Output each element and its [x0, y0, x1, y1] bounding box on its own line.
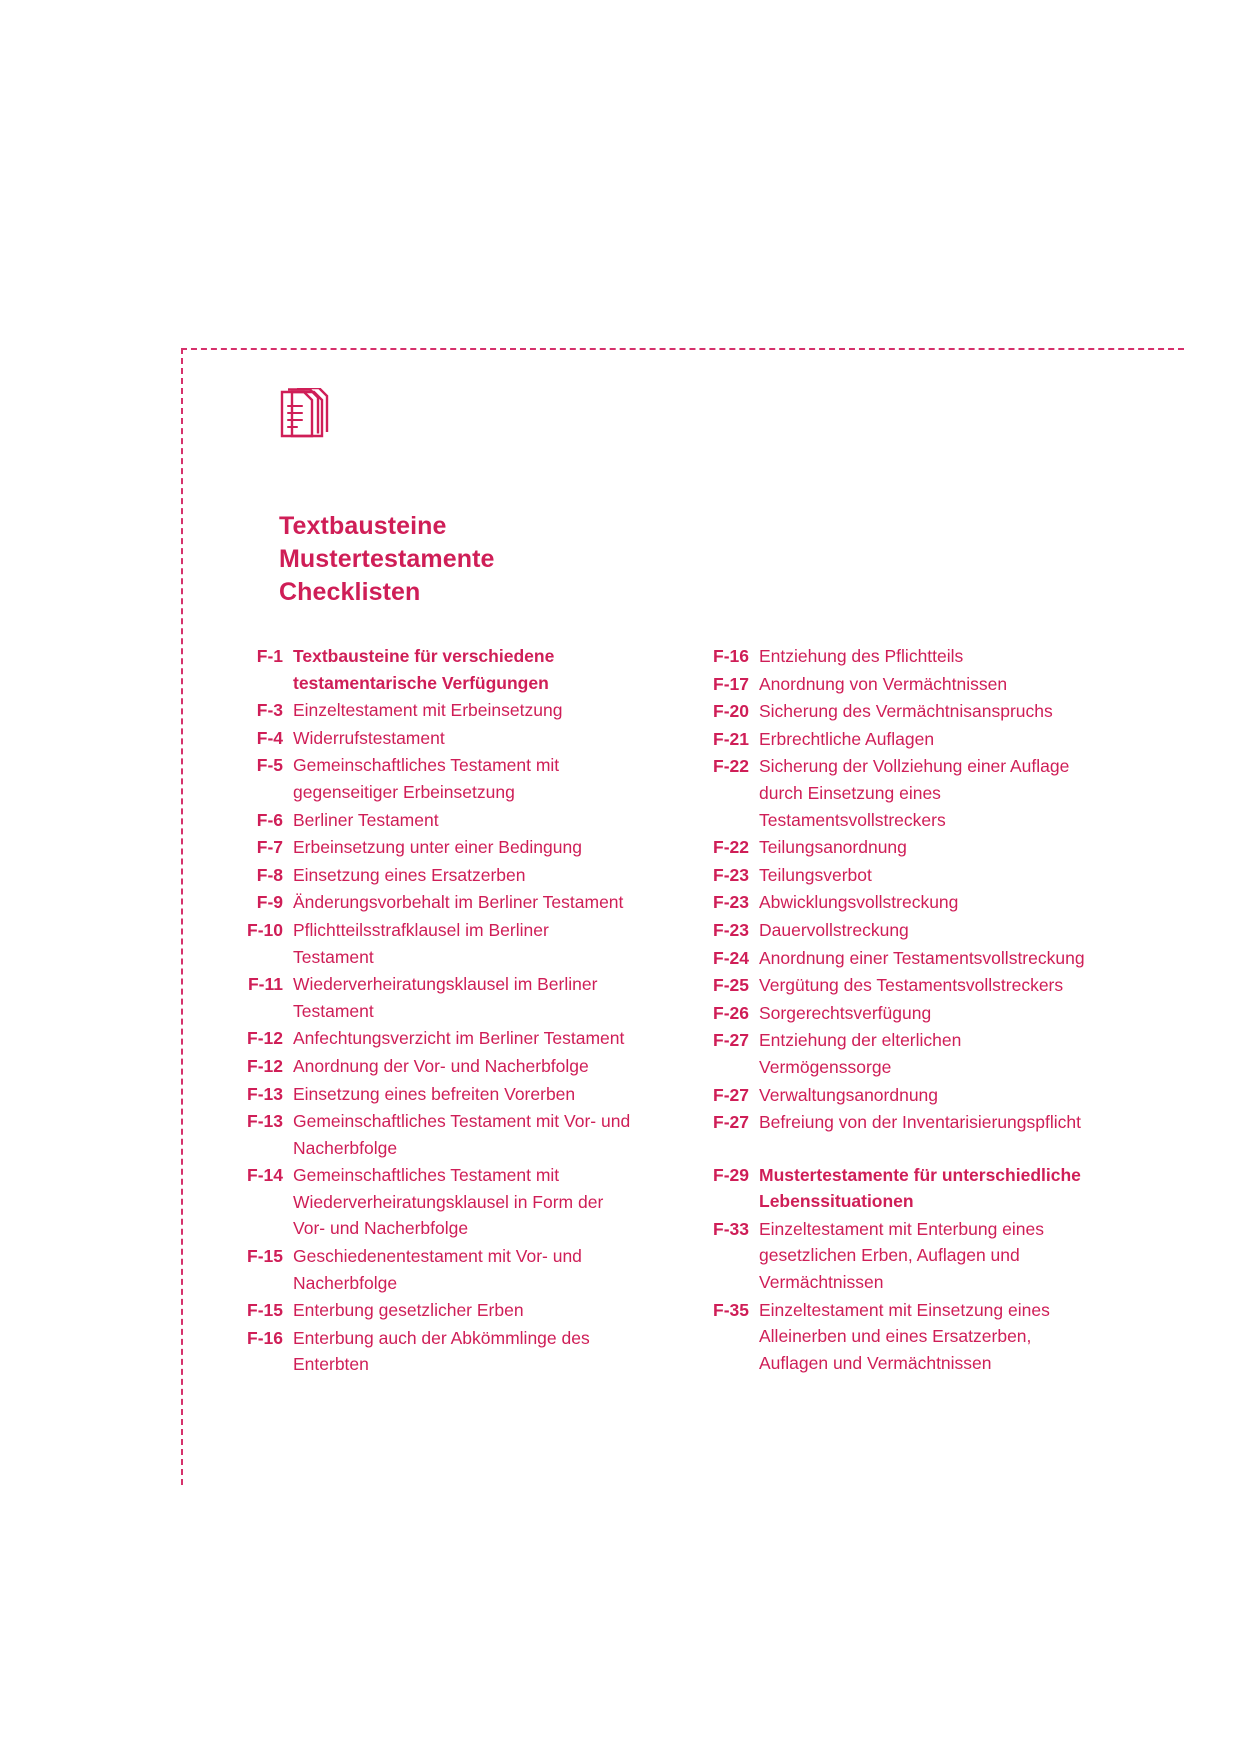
- toc-entry[interactable]: [707, 1297, 1097, 1377]
- toc-entry-label: Gemeinschaftliches Testament mit Wiederverheiratungsklausel in Form der Vor- und Nacherbfolge: [293, 1165, 604, 1239]
- toc-entry-label: Berliner Testament: [293, 809, 439, 830]
- toc-entry-number: F-15: [247, 1300, 283, 1321]
- toc-entry-label: Erbrechtliche Auflagen: [759, 728, 935, 749]
- toc-entry-number: F-27: [713, 1084, 749, 1105]
- toc-entry-number: F-8: [256, 864, 283, 885]
- toc-entry-label: Textbausteine für verschiedene testamentarische Verfügungen: [293, 646, 555, 693]
- dashed-border-top: [181, 348, 1184, 350]
- toc-entry-label: Teilungsanordnung: [759, 837, 907, 858]
- toc-entry-label: Teilungsverbot: [759, 864, 872, 885]
- toc-entry-label: Mustertestamente für unterschiedliche Lebenssituationen: [759, 1164, 1081, 1212]
- toc-entry-number: F-14: [247, 1165, 283, 1186]
- toc-entry-number: F-9: [256, 892, 283, 913]
- toc-entry-number: F-22: [713, 837, 749, 858]
- toc-entry-number: F-26: [713, 1002, 749, 1023]
- toc-entry-label: Einzeltestament mit Erbeinsetzung: [293, 700, 563, 721]
- toc-entry-label: Sicherung des Vermächtnisanspruchs: [759, 701, 1053, 722]
- toc-entry-label: Anordnung einer Testamentsvollstreckung: [759, 947, 1085, 968]
- stacked-documents-icon: [279, 388, 333, 448]
- toc-entry-number: F-23: [713, 892, 749, 913]
- toc-column-left: [241, 643, 631, 1379]
- toc-entry-number: F-12: [247, 1028, 283, 1049]
- toc-entry-number: F-11: [247, 974, 283, 995]
- toc-entry-number: F-17: [713, 673, 749, 694]
- toc-entry-number: F-21: [713, 728, 749, 749]
- toc-columns: [241, 643, 1141, 1379]
- toc-entry[interactable]: [707, 834, 1097, 861]
- toc-entry[interactable]: [241, 1325, 631, 1378]
- toc-entry-number: F-3: [256, 700, 283, 721]
- toc-entry[interactable]: [241, 725, 631, 752]
- toc-entry[interactable]: [241, 862, 631, 889]
- toc-entry-number: F-13: [247, 1083, 283, 1104]
- toc-entry[interactable]: [241, 1297, 631, 1324]
- toc-entry-label: Entziehung des Pflichtteils: [759, 646, 964, 666]
- toc-entry-number: F-15: [247, 1246, 283, 1267]
- toc-entry-number: F-22: [713, 756, 749, 777]
- toc-entry-label: Wiederverheiratungsklausel im Berliner Testament: [293, 974, 598, 1021]
- toc-entry-number: F-23: [713, 864, 749, 885]
- toc-entry-label: Einzeltestament mit Enterbung eines gesetzlichen Erben, Auflagen und Vermächtnissen: [759, 1218, 1045, 1293]
- page-title-line-2: Mustertestamente: [279, 545, 495, 573]
- toc-entry[interactable]: [241, 1162, 631, 1242]
- toc-entry-number: F-5: [256, 755, 283, 776]
- toc-entry[interactable]: [707, 1082, 1097, 1109]
- toc-entry-number: F-12: [247, 1055, 283, 1076]
- toc-entry-number: F-4: [256, 727, 283, 748]
- toc-entry-number: F-35: [713, 1299, 749, 1320]
- toc-entry-label: Vergütung des Testamentsvollstreckers: [759, 975, 1064, 996]
- toc-entry-label: Einsetzung eines Ersatzerben: [293, 864, 526, 885]
- toc-entry-label: Erbeinsetzung unter einer Bedingung: [293, 837, 582, 858]
- toc-entry-label: Anfechtungsverzicht im Berliner Testament: [293, 1028, 625, 1049]
- dashed-border-left: [181, 348, 183, 1485]
- toc-entry-number: F-25: [713, 975, 749, 996]
- toc-entry-number: F-16: [247, 1327, 283, 1348]
- toc-entry[interactable]: [707, 1000, 1097, 1027]
- toc-entry-label: Enterbung gesetzlicher Erben: [293, 1300, 524, 1321]
- toc-entry[interactable]: [241, 1243, 631, 1296]
- page-title-line-1: Textbausteine: [279, 512, 447, 540]
- toc-entry[interactable]: [241, 1025, 631, 1052]
- toc-entry-label: Pflichtteilsstrafklausel im Berliner Testament: [293, 919, 549, 967]
- toc-entry-label: Verwaltungsanordnung: [759, 1084, 939, 1105]
- toc-entry[interactable]: [241, 643, 631, 696]
- toc-entry-number: F-1: [256, 646, 283, 666]
- toc-entry[interactable]: [241, 917, 631, 970]
- toc-entry-number: F-33: [713, 1218, 749, 1239]
- toc-entry-number: F-23: [713, 919, 749, 940]
- toc-entry[interactable]: [707, 1162, 1097, 1215]
- toc-entry-number: F-6: [256, 809, 283, 830]
- toc-entry[interactable]: [241, 1053, 631, 1080]
- toc-entry-label: Anordnung der Vor- und Nacherbfolge: [293, 1055, 589, 1076]
- toc-entry-label: Einzeltestament mit Einsetzung eines Alleinerben und eines Ersatzerben, Auflagen und Vermächtnissen: [759, 1299, 1050, 1373]
- toc-column-right: [707, 643, 1097, 1379]
- toc-entry-number: F-29: [713, 1164, 749, 1185]
- toc-entry[interactable]: [241, 1108, 631, 1161]
- toc-entry[interactable]: [707, 671, 1097, 698]
- toc-entry[interactable]: [707, 753, 1097, 833]
- toc-entry-label: Geschiedenentestament mit Vor- und Nacherbfolge: [293, 1246, 582, 1293]
- toc-entry[interactable]: [707, 1109, 1097, 1136]
- toc-entry-label: Entziehung der elterlichen Vermögenssorge: [759, 1030, 962, 1077]
- toc-entry[interactable]: [707, 917, 1097, 944]
- toc-entry[interactable]: [241, 752, 631, 805]
- toc-entry-label: Befreiung von der Inventarisierungspflicht: [759, 1112, 1081, 1133]
- toc-entry-number: F-16: [713, 646, 749, 666]
- toc-entry[interactable]: [241, 1081, 631, 1108]
- toc-entry-label: Sicherung der Vollziehung einer Auflage durch Einsetzung eines Testamentsvollstreckers: [759, 756, 1070, 830]
- toc-entry[interactable]: [707, 862, 1097, 889]
- toc-entry[interactable]: [707, 643, 1097, 670]
- toc-entry-number: F-7: [256, 837, 283, 858]
- toc-entry[interactable]: [707, 972, 1097, 999]
- toc-entry-number: F-20: [713, 701, 749, 722]
- toc-entry-number: F-13: [247, 1111, 283, 1132]
- toc-entry-label: Gemeinschaftliches Testament mit Vor- und Nacherbfolge: [293, 1111, 631, 1158]
- toc-entry-label: Einsetzung eines befreiten Vorerben: [293, 1083, 576, 1104]
- toc-entry[interactable]: [241, 834, 631, 861]
- toc-entry-label: Enterbung auch der Abkömmlinge des Enterbten: [293, 1327, 590, 1375]
- toc-entry-label: Dauervollstreckung: [759, 919, 909, 940]
- toc-entry[interactable]: [241, 807, 631, 834]
- toc-entry[interactable]: [707, 889, 1097, 916]
- toc-entry-label: Gemeinschaftliches Testament mit gegenseitiger Erbeinsetzung: [293, 755, 560, 802]
- page-title-line-3: Checklisten: [279, 578, 421, 606]
- toc-entry-number: F-27: [713, 1030, 749, 1051]
- toc-entry-label: Änderungsvorbehalt im Berliner Testament: [293, 892, 624, 913]
- page-content: [241, 368, 1141, 1379]
- toc-entry[interactable]: [241, 697, 631, 724]
- toc-entry[interactable]: [241, 889, 631, 916]
- toc-entry[interactable]: [707, 726, 1097, 753]
- toc-entry-number: F-10: [247, 919, 283, 940]
- toc-entry-label: Sorgerechtsverfügung: [759, 1002, 932, 1023]
- page-title: [279, 510, 1141, 609]
- toc-entry[interactable]: [707, 1027, 1097, 1080]
- toc-entry[interactable]: [707, 945, 1097, 972]
- toc-entry[interactable]: [241, 971, 631, 1024]
- toc-entry[interactable]: [707, 1216, 1097, 1296]
- toc-entry-number: F-24: [713, 947, 749, 968]
- toc-entry[interactable]: [707, 698, 1097, 725]
- toc-entry-label: Widerrufstestament: [293, 727, 445, 748]
- toc-entry-label: Anordnung von Vermächtnissen: [759, 673, 1008, 694]
- toc-entry-label: Abwicklungsvollstreckung: [759, 892, 959, 913]
- toc-entry-number: F-27: [713, 1112, 749, 1133]
